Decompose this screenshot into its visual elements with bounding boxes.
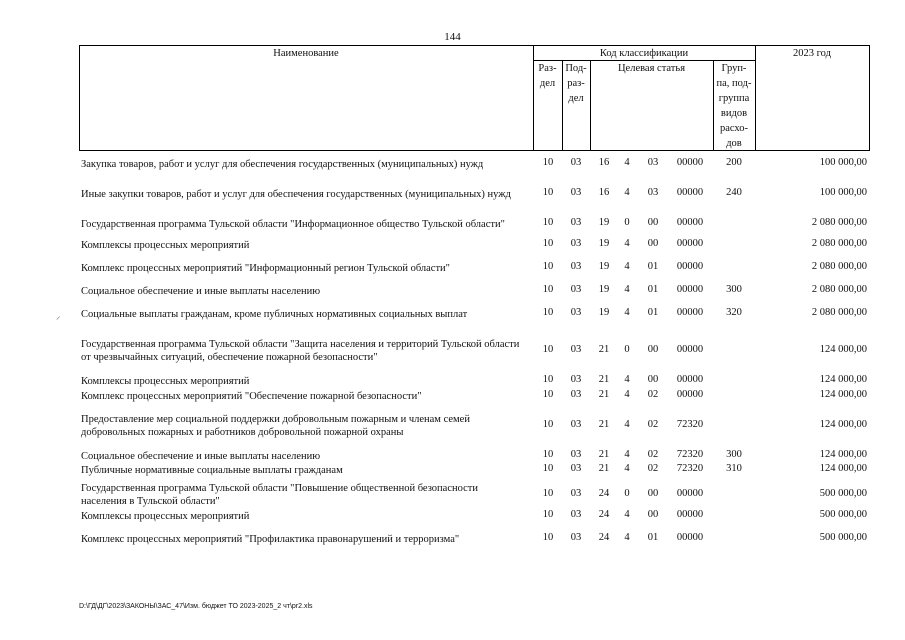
row-code-d: 00000 — [676, 532, 704, 543]
row-code-rz: 10 — [542, 532, 554, 543]
row-code-rz: 10 — [542, 389, 554, 400]
row-name: Иные закупки товаров, работ и услуг для обеспечения государственных (муниципальных) нужд — [81, 188, 511, 200]
row-amount: 500 000,00 — [819, 488, 867, 499]
row-name: Комплексы процессных мероприятий — [81, 239, 250, 251]
row-code-rz: 10 — [542, 284, 554, 295]
row-code-c: 02 — [647, 463, 659, 474]
row-code-pr: 03 — [570, 187, 582, 198]
table-row — [79, 179, 869, 209]
header-razdel: Раз- дел — [538, 63, 557, 89]
row-amount: 124 000,00 — [819, 389, 867, 400]
row-amount: 124 000,00 — [819, 449, 867, 460]
row-amount: 124 000,00 — [819, 419, 867, 430]
row-code-pr: 03 — [570, 449, 582, 460]
row-code-c: 00 — [647, 217, 659, 228]
row-amount: 124 000,00 — [819, 374, 867, 385]
row-code-d: 72320 — [676, 449, 704, 460]
row-code-d: 00000 — [676, 509, 704, 520]
row-name: Комплексы процессных мероприятий — [81, 510, 250, 522]
row-name: Комплекс процессных мероприятий "Информационный регион Тульской области" — [81, 262, 450, 274]
row-code-grp: 300 — [726, 284, 742, 295]
row-code-a: 21 — [598, 449, 610, 460]
row-code-a: 19 — [598, 238, 610, 249]
row-code-c: 02 — [647, 389, 659, 400]
row-name: Комплексы процессных мероприятий — [81, 375, 250, 387]
row-code-a: 21 — [598, 344, 610, 355]
row-code-c: 00 — [647, 238, 659, 249]
row-amount: 2 080 000,00 — [811, 217, 867, 228]
row-code-b: 4 — [624, 374, 630, 385]
row-code-rz: 10 — [542, 374, 554, 385]
row-code-rz: 10 — [542, 488, 554, 499]
row-code-c: 01 — [647, 261, 659, 272]
header-target: Целевая статья — [617, 63, 686, 74]
row-code-grp: 300 — [726, 449, 742, 460]
row-code-a: 21 — [598, 374, 610, 385]
row-code-pr: 03 — [570, 261, 582, 272]
row-code-d: 00000 — [676, 389, 704, 400]
row-code-pr: 03 — [570, 374, 582, 385]
row-code-rz: 10 — [542, 261, 554, 272]
table-row — [79, 299, 869, 329]
row-code-b: 4 — [624, 449, 630, 460]
row-code-pr: 03 — [570, 157, 582, 168]
header-year: 2023 год — [793, 48, 831, 59]
row-name: Социальное обеспечение и иные выплаты населению — [81, 450, 321, 462]
row-code-b: 4 — [624, 261, 630, 272]
row-code-a: 24 — [598, 488, 610, 499]
row-code-rz: 10 — [542, 307, 554, 318]
row-code-pr: 03 — [570, 307, 582, 318]
row-name: Публичные нормативные социальные выплаты гражданам — [81, 464, 343, 476]
row-amount: 2 080 000,00 — [811, 238, 867, 249]
header-group: Груп- па, под- группа видов расхо- дов — [716, 63, 752, 149]
row-code-c: 00 — [647, 488, 659, 499]
row-code-c: 01 — [647, 284, 659, 295]
row-name: Комплекс процессных мероприятий "Профилактика правонарушений и терроризма" — [81, 533, 460, 545]
row-code-a: 19 — [598, 284, 610, 295]
row-code-d: 00000 — [676, 374, 704, 385]
row-code-a: 21 — [598, 419, 610, 430]
row-code-rz: 10 — [542, 217, 554, 228]
row-code-a: 19 — [598, 217, 610, 228]
row-name: Государственная программа Тульской области "Защита населения и территорий Тульской области от чрезвычайных ситуаций, обеспечение пожарной безопасности" — [81, 339, 520, 363]
row-code-c: 01 — [647, 307, 659, 318]
row-amount: 2 080 000,00 — [811, 284, 867, 295]
row-amount: 100 000,00 — [819, 157, 867, 168]
row-code-pr: 03 — [570, 217, 582, 228]
row-code-b: 0 — [624, 217, 630, 228]
row-code-pr: 03 — [570, 238, 582, 249]
row-code-d: 00000 — [676, 284, 704, 295]
row-code-c: 03 — [647, 157, 659, 168]
row-code-rz: 10 — [542, 157, 554, 168]
row-code-a: 21 — [598, 463, 610, 474]
row-code-b: 4 — [624, 463, 630, 474]
row-code-b: 0 — [624, 344, 630, 355]
row-code-c: 03 — [647, 187, 659, 198]
row-code-b: 4 — [624, 532, 630, 543]
row-code-a: 16 — [598, 157, 610, 168]
row-code-a: 24 — [598, 532, 610, 543]
row-code-rz: 10 — [542, 419, 554, 430]
header-name: Наименование — [273, 48, 339, 59]
row-code-pr: 03 — [570, 488, 582, 499]
row-code-b: 4 — [624, 284, 630, 295]
table-row — [79, 524, 869, 554]
row-code-pr: 03 — [570, 532, 582, 543]
row-code-a: 16 — [598, 187, 610, 198]
row-code-d: 00000 — [676, 238, 704, 249]
row-code-a: 19 — [598, 261, 610, 272]
row-amount: 124 000,00 — [819, 344, 867, 355]
row-code-b: 4 — [624, 389, 630, 400]
row-code-b: 4 — [624, 157, 630, 168]
row-code-d: 72320 — [676, 419, 704, 430]
row-amount: 2 080 000,00 — [811, 261, 867, 272]
row-amount: 100 000,00 — [819, 187, 867, 198]
row-code-pr: 03 — [570, 284, 582, 295]
row-code-d: 00000 — [676, 344, 704, 355]
row-code-grp: 310 — [726, 463, 742, 474]
row-code-b: 4 — [624, 238, 630, 249]
row-code-b: 0 — [624, 488, 630, 499]
row-amount: 500 000,00 — [819, 532, 867, 543]
row-code-rz: 10 — [542, 449, 554, 460]
row-code-c: 00 — [647, 344, 659, 355]
row-code-d: 00000 — [676, 307, 704, 318]
file-path-footer: D:\ГД\ДГ\2023\ЗАКОНЫ\ЗАС_47\Изм. бюджет ТО 2023-2025_2 чт\pr2.xls — [79, 603, 313, 610]
table-row — [79, 381, 869, 411]
header-podrazdel: Под- раз- дел — [565, 63, 587, 104]
row-code-rz: 10 — [542, 187, 554, 198]
row-code-d: 00000 — [676, 217, 704, 228]
row-code-rz: 10 — [542, 509, 554, 520]
row-name: Государственная программа Тульской области "Информационное общество Тульской области" — [81, 218, 505, 230]
row-name: Государственная программа Тульской области "Повышение общественной безопасности населения в Тульской области" — [81, 483, 478, 507]
row-name: Предоставление мер социальной поддержки добровольным пожарным и членам семей добровольных пожарных и работников добровольной пожарной охраны — [81, 414, 470, 438]
row-name: Закупка товаров, работ и услуг для обеспечения государственных (муниципальных) нужд — [81, 158, 484, 170]
table-row — [79, 149, 869, 179]
row-name: Социальное обеспечение и иные выплаты населению — [81, 285, 321, 297]
row-code-d: 72320 — [676, 463, 704, 474]
row-code-grp: 200 — [726, 157, 742, 168]
row-code-grp: 320 — [726, 307, 742, 318]
row-code-b: 4 — [624, 509, 630, 520]
page-number: 144 — [444, 31, 461, 43]
row-amount: 124 000,00 — [819, 463, 867, 474]
row-code-c: 01 — [647, 532, 659, 543]
table-row — [79, 336, 869, 366]
row-code-d: 00000 — [676, 187, 704, 198]
row-code-rz: 10 — [542, 238, 554, 249]
row-code-pr: 03 — [570, 419, 582, 430]
row-code-d: 00000 — [676, 261, 704, 272]
row-code-b: 4 — [624, 307, 630, 318]
row-code-d: 00000 — [676, 157, 704, 168]
row-name: Социальные выплаты гражданам, кроме публичных нормативных социальных выплат — [81, 308, 468, 320]
table-row — [79, 411, 869, 441]
row-name: Комплекс процессных мероприятий "Обеспечение пожарной безопасности" — [81, 390, 422, 402]
row-code-a: 19 — [598, 307, 610, 318]
row-code-b: 4 — [624, 419, 630, 430]
header-code: Код классификации — [599, 48, 689, 59]
row-amount: 2 080 000,00 — [811, 307, 867, 318]
row-code-grp: 240 — [726, 187, 742, 198]
row-code-pr: 03 — [570, 463, 582, 474]
row-code-rz: 10 — [542, 344, 554, 355]
row-code-pr: 03 — [570, 344, 582, 355]
row-code-a: 24 — [598, 509, 610, 520]
row-amount: 500 000,00 — [819, 509, 867, 520]
row-code-rz: 10 — [542, 463, 554, 474]
row-code-a: 21 — [598, 389, 610, 400]
row-code-c: 00 — [647, 509, 659, 520]
row-code-b: 4 — [624, 187, 630, 198]
row-code-d: 00000 — [676, 488, 704, 499]
row-code-pr: 03 — [570, 389, 582, 400]
row-code-c: 02 — [647, 419, 659, 430]
row-code-c: 02 — [647, 449, 659, 460]
pen-mark: ⸝ — [56, 311, 61, 321]
row-code-pr: 03 — [570, 509, 582, 520]
row-code-c: 00 — [647, 374, 659, 385]
